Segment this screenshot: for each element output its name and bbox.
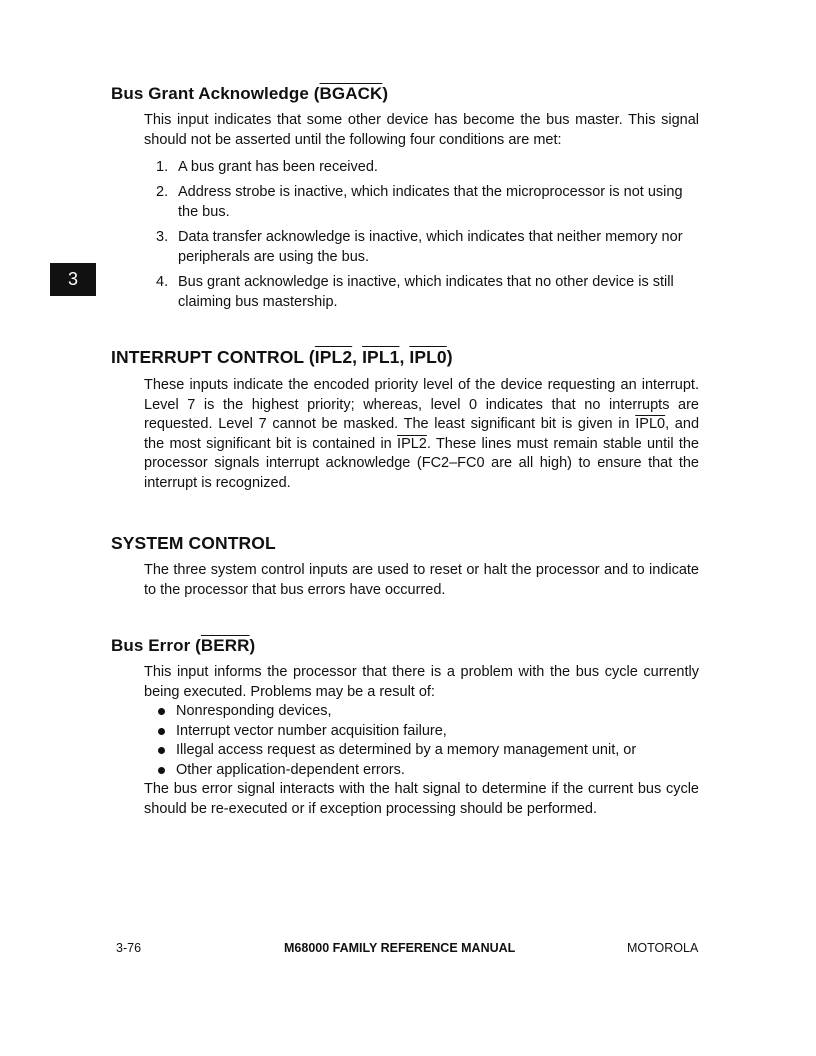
list-item-number: 1. <box>156 159 169 175</box>
interrupt-heading-suffix: ) <box>446 347 453 367</box>
list-item <box>156 741 699 761</box>
footer-manual-title: M68000 FAMILY REFERENCE MANUAL <box>284 941 516 955</box>
list-item-number: 3. <box>156 229 169 245</box>
system-control-heading: SYSTEM CONTROL <box>111 533 276 553</box>
interrupt-control-heading <box>111 347 453 368</box>
berr-causes-list <box>144 702 699 780</box>
bullet-icon <box>158 708 165 715</box>
system-control-paragraph <box>144 561 699 600</box>
list-item-number: 2. <box>156 184 169 200</box>
list-item <box>156 702 699 722</box>
list-item-number: 4. <box>156 274 169 290</box>
list-item <box>156 761 699 781</box>
ipl2-inline-signal: IPL2 <box>397 435 427 452</box>
bgack-heading-suffix: ) <box>382 84 389 103</box>
bgack-intro <box>144 111 699 150</box>
list-item-text: Other application-dependent errors. <box>176 761 405 778</box>
list-item <box>144 182 699 222</box>
heading-separator: , <box>399 347 410 367</box>
list-item-text: Bus grant acknowledge is inactive, which indicates that no other device is still claiming bus mastership. <box>178 274 674 310</box>
list-item <box>156 722 699 742</box>
list-item-text: Interrupt vector number acquisition failure, <box>176 722 447 739</box>
list-item-text: Address strobe is inactive, which indicates that the microprocessor is not using the bus. <box>178 184 683 220</box>
chapter-tab-marker: 3 <box>50 263 96 296</box>
interrupt-text-part: These inputs indicate the encoded priority level of the device requesting an interrupt. Level 7 is the highest priority; whereas, level 0 indicates that no interrupts are requested. Level 7 cannot be masked. The least significant bit is given in <box>144 377 699 432</box>
berr-paragraph <box>144 663 699 819</box>
bgack-signal: BGACK <box>319 84 383 103</box>
ipl2-signal: IPL2 <box>314 347 353 367</box>
list-item-text: A bus grant has been received. <box>178 159 378 175</box>
bgack-heading <box>111 84 388 104</box>
footer-page-number: 3-76 <box>116 941 142 955</box>
list-item <box>144 227 699 267</box>
berr-heading-prefix: Bus Error ( <box>111 636 201 655</box>
berr-signal: BERR <box>200 636 250 655</box>
interrupt-paragraph-text <box>144 376 699 493</box>
bullet-icon <box>158 767 165 774</box>
bgack-conditions-list <box>144 157 699 317</box>
berr-closing-text: The bus error signal interacts with the halt signal to determine if the current bus cycle should be re-executed or if exception processing should be performed. <box>144 781 699 817</box>
interrupt-heading-prefix: INTERRUPT CONTROL ( <box>111 347 315 367</box>
list-item <box>144 272 699 312</box>
ipl1-signal: IPL1 <box>362 347 400 367</box>
footer-publisher: MOTOROLA <box>627 941 699 955</box>
interrupt-control-paragraph <box>144 376 699 493</box>
system-control-text: The three system control inputs are used to reset or halt the processor and to indicate to the processor that bus errors have occurred. <box>144 562 699 598</box>
list-item-text: Nonresponding devices, <box>176 703 332 719</box>
bgack-heading-prefix: Bus Grant Acknowledge ( <box>111 84 320 103</box>
ipl0-inline-signal: IPL0 <box>635 416 666 432</box>
berr-intro-text: This input informs the processor that there is a problem with the bus cycle currently being executed. Problems may be a result of: <box>144 664 699 700</box>
heading-separator: , <box>352 347 363 367</box>
berr-heading-suffix: ) <box>249 636 256 655</box>
bgack-intro-text: This input indicates that some other device has become the bus master. This signal should not be asserted until the following four conditions are met: <box>144 112 699 148</box>
list-item-text: Illegal access request as determined by a memory management unit, or <box>176 742 637 758</box>
interrupt-text-part: . These lines must remain stable until the processor signals interrupt acknowledge (FC2–FC0 are all high) to ensure that the interrupt is recognized. <box>144 435 699 491</box>
list-item-text: Data transfer acknowledge is inactive, which indicates that neither memory nor peripherals are using the bus. <box>178 229 683 265</box>
interrupt-text-part: , and the most significant bit is contained in <box>144 416 700 452</box>
list-item <box>144 157 699 177</box>
bullet-icon <box>158 747 165 754</box>
bullet-icon <box>158 728 165 735</box>
berr-heading <box>111 636 255 656</box>
ipl0-signal: IPL0 <box>409 347 447 367</box>
